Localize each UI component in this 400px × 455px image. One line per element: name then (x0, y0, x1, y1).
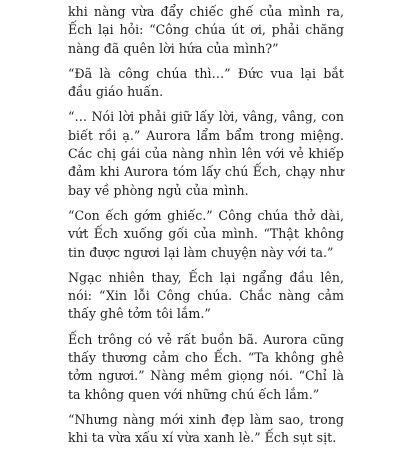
paragraph-3: “… Nói lời phải giữ lấy lời, vâng, vâng, con biết rồi ạ.” Aurora lẩm bẩm trong miệng. Các chị gái của nàng nhìn lên với vẻ khiếp đảm khi Aurora tóm lấy chú Ếch, chạy như bay về phòng ngủ của mình. (68, 109, 344, 198)
paragraph-6: Ếch trông có vẻ rất buồn bã. Aurora cũng thấy thương cảm cho Ếch. “Ta không ghê tởm ngươi.” Nàng mềm giọng nói. “Chỉ là ta không quen với những chú ếch lắm.” (68, 331, 344, 402)
paragraph-7: “Nhưng nàng mới xinh đẹp làm sao, trong khi ta vừa xấu xí vừa xanh lè.” Ếch sụt sịt. (68, 411, 344, 446)
paragraph-4: “Con ếch gớm ghiếc.” Công chúa thở dài, vứt Ếch xuống gối của mình. “Thật không tin được ngươi lại làm chuyện này với ta.” (68, 207, 344, 260)
paragraph-5: Ngạc nhiên thay, Ếch lại ngẩng đầu lên, nói: “Xin lỗi Công chúa. Chắc nàng cảm thấy ghê tởm tôi lắm.” (68, 269, 344, 322)
page-text (68, 3, 344, 455)
paragraph-1: khi nàng vừa đẩy chiếc ghế của mình ra, Ếch lại hỏi: “Công chúa út ơi, phải chăng nàng đã quên lời hứa của mình?” (68, 4, 344, 56)
paragraph-2: “Đã là công chúa thì…” Đức vua lại bắt đầu giáo huấn. (68, 65, 344, 100)
